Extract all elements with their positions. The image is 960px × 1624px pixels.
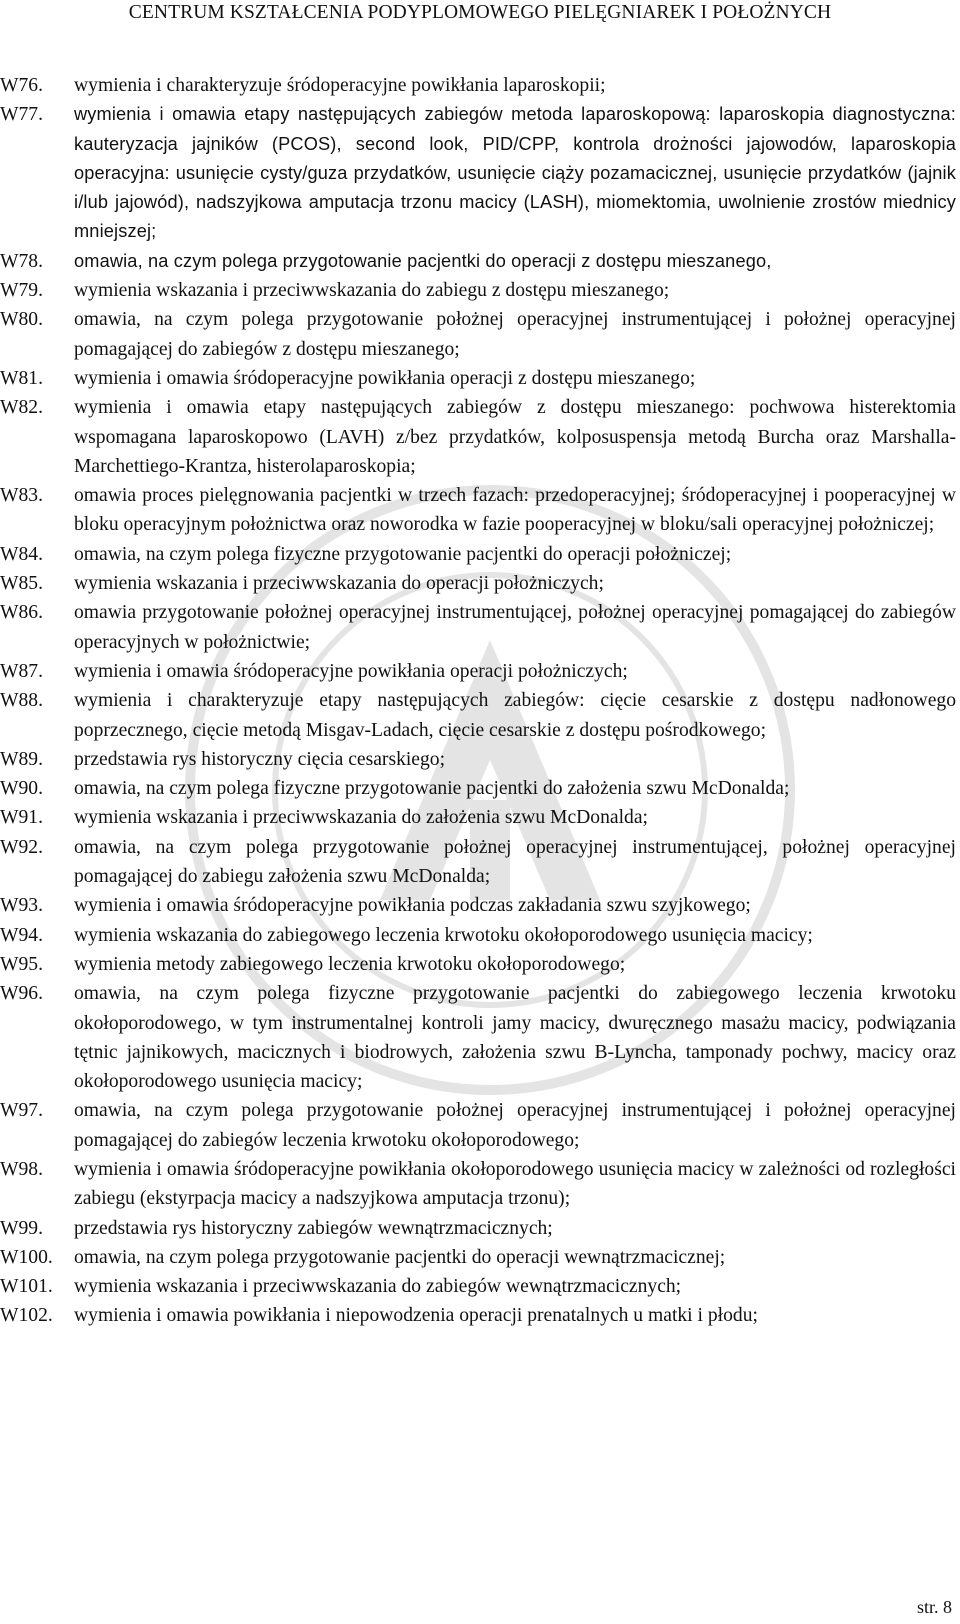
list-item (0, 891, 960, 920)
list-item (0, 979, 960, 1096)
item-text: wymienia metody zabiegowego leczenia krwotoku okołoporodowego; (74, 953, 626, 975)
list-item (0, 305, 960, 364)
list-item (0, 364, 960, 393)
item-text: wymienia wskazania do zabiegowego leczenia krwotoku okołoporodowego usunięcia macicy; (74, 924, 813, 946)
list-item (0, 950, 960, 979)
list-item (0, 540, 960, 569)
item-text: wymienia wskazania i przeciwwskazania do operacji położniczych; (74, 573, 604, 595)
item-code: W76. (0, 75, 43, 96)
item-code: W98. (0, 1158, 43, 1180)
item-text: wymienia wskazania i przeciwwskazania do zabiegów wewnątrzmacicznych; (74, 1276, 682, 1298)
list-item (0, 276, 960, 305)
list-item (0, 1155, 960, 1214)
list-item (0, 745, 960, 774)
item-code: W93. (0, 895, 43, 917)
list-item (0, 1096, 960, 1155)
item-code: W99. (0, 1217, 43, 1239)
item-code: W77. (0, 104, 43, 126)
list-item (0, 1243, 960, 1272)
item-text: omawia, na czym polega przygotowanie położnej operacyjnej instrumentującej i położnej operacyjnej pomagającej do zabiegów z dostępu mieszanego; (74, 309, 956, 360)
item-text: wymienia wskazania i przeciwwskazania do założenia szwu McDonalda; (74, 807, 648, 829)
item-text: wymienia i charakteryzuje etapy następujących zabiegów: cięcie cesarskie z dostępu nadłonowego poprzecznego, cięcie metodą Misgav-Ladach, cięcie cesarskie z dostępu pośrodkowego; (74, 690, 956, 741)
item-text: wymienia i omawia śródoperacyjne powikłania podczas zakładania szwu szyjkowego; (74, 895, 751, 917)
item-text: omawia przygotowanie położnej operacyjnej instrumentującej, położnej operacyjnej pomagającej do zabiegów operacyjnych w położnictwie; (74, 602, 956, 653)
item-text: wymienia i omawia powikłania i niepowodzenia operacji prenatalnych u matki i płodu; (74, 1305, 758, 1327)
list-item (0, 803, 960, 832)
list-item (0, 1272, 960, 1301)
item-code: W100. (0, 1246, 53, 1268)
list-item (0, 247, 960, 276)
list-item (0, 833, 960, 892)
item-code: W78. (0, 250, 43, 272)
item-text: omawia, na czym polega przygotowanie pacjentki do operacji wewnątrzmacicznej; (74, 1246, 726, 1268)
item-code: W82. (0, 397, 43, 419)
list-item (0, 71, 960, 100)
item-text: wymienia wskazania i przeciwwskazania do zabiegu z dostępu mieszanego; (74, 280, 670, 302)
item-text: przedstawia rys historyczny cięcia cesarskiego; (74, 748, 446, 770)
page-header: CENTRUM KSZTAŁCENIA PODYPLOMOWEGO PIELĘGNIAREK I POŁOŻNYCH (128, 2, 832, 23)
item-text: omawia, na czym polega fizyczne przygotowanie pacjentki do operacji położniczej; (74, 543, 732, 565)
item-text: omawia proces pielęgnowania pacjentki w trzech fazach: przedoperacyjnej; śródoperacyjnej i pooperacyjnej w bloku operacyjnym położnictwa oraz noworodka w fazie pooperacyjnej w bloku/sali operacyjnej położniczej; (74, 485, 956, 536)
item-code: W86. (0, 602, 43, 624)
list-item (0, 774, 960, 803)
item-code: W90. (0, 778, 43, 800)
item-text: wymienia i charakteryzuje śródoperacyjne powikłania laparoskopii; (74, 75, 606, 96)
item-text: wymienia i omawia śródoperacyjne powikłania okołoporodowego usunięcia macicy w zależności od rozległości zabiegu (ekstyrpacja macicy a nadszyjkowa amputacja trzonu); (74, 1158, 956, 1210)
item-text: wymienia i omawia etapy następujących zabiegów metoda laparoskopową: laparoskopia diagnostyczna: kauteryzacja jajników (PCOS), second look, PID/CPP, kontrola drożności jajowodów, laparoskopia operacyjna: usunięcie cysty/guza przydatków, usunięcie ciąży pozamacicznej, usunięcie przydatków (jajnik i/lub jajowód), nadszyjkowa amputacja trzonu macicy (LASH), miomektomia, uwolnienie zrostów miednicy mniejszej; (74, 104, 956, 242)
item-code: W102. (0, 1305, 53, 1327)
item-code: W89. (0, 748, 43, 770)
item-text: wymienia i omawia etapy następujących zabiegów z dostępu mieszanego: pochwowa histerektomia wspomagana laparoskopowo (LAVH) z/bez przydatków, kolposuspensja metodą Burcha oraz Marshalla-Marchettiego-Krantza, histerolaparoskopia; (74, 397, 956, 477)
item-code: W84. (0, 543, 43, 565)
item-code: W79. (0, 280, 43, 302)
learning-outcomes-list (0, 71, 960, 1331)
list-item (0, 569, 960, 598)
item-code: W101. (0, 1276, 53, 1298)
item-code: W81. (0, 367, 43, 389)
item-code: W96. (0, 983, 43, 1005)
item-text: omawia, na czym polega przygotowanie położnej operacyjnej instrumentującej, położnej operacyjnej pomagającej do zabiegu założenia szwu McDonalda; (74, 836, 956, 888)
list-item (0, 393, 960, 481)
item-text: omawia, na czym polega przygotowanie położnej operacyjnej instrumentującej i położnej operacyjnej pomagającej do zabiegów leczenia krwotoku okołoporodowego; (74, 1100, 956, 1151)
list-item (0, 598, 960, 657)
item-code: W92. (0, 836, 43, 858)
list-item (0, 1214, 960, 1243)
item-code: W95. (0, 953, 43, 975)
list-item (0, 1301, 960, 1330)
item-code: W87. (0, 660, 43, 682)
item-code: W83. (0, 485, 43, 507)
page-number: str. 8 (916, 1597, 952, 1617)
item-code: W85. (0, 573, 43, 595)
list-item (0, 657, 960, 686)
item-text: przedstawia rys historyczny zabiegów wewnątrzmacicznych; (74, 1217, 553, 1239)
item-text: omawia, na czym polega fizyczne przygotowanie pacjentki do założenia szwu McDonalda; (74, 778, 790, 800)
list-item (0, 100, 960, 246)
item-code: W91. (0, 807, 43, 829)
item-code: W80. (0, 309, 43, 331)
item-text: wymienia i omawia śródoperacyjne powikłania operacji z dostępu mieszanego; (74, 367, 696, 389)
item-text: wymienia i omawia śródoperacyjne powikłania operacji położniczych; (74, 660, 628, 682)
item-text: omawia, na czym polega przygotowanie pacjentki do operacji z dostępu mieszanego, (74, 250, 772, 271)
item-text: omawia, na czym polega fizyczne przygotowanie pacjentki do zabiegowego leczenia krwotoku okołoporodowego, w tym instrumentalnej kontroli jamy macicy, dwuręcznego masażu macicy, podwiązania tętnic jajnikowych, macicznych i biodrowych, założenia szwu B-Lyncha, tamponady pochwy, macicy oraz okołoporodowego usunięcia macicy; (74, 983, 956, 1093)
list-item (0, 481, 960, 540)
item-code: W88. (0, 690, 43, 712)
item-code: W97. (0, 1100, 43, 1122)
list-item (0, 921, 960, 950)
item-code: W94. (0, 924, 43, 946)
list-item (0, 686, 960, 745)
